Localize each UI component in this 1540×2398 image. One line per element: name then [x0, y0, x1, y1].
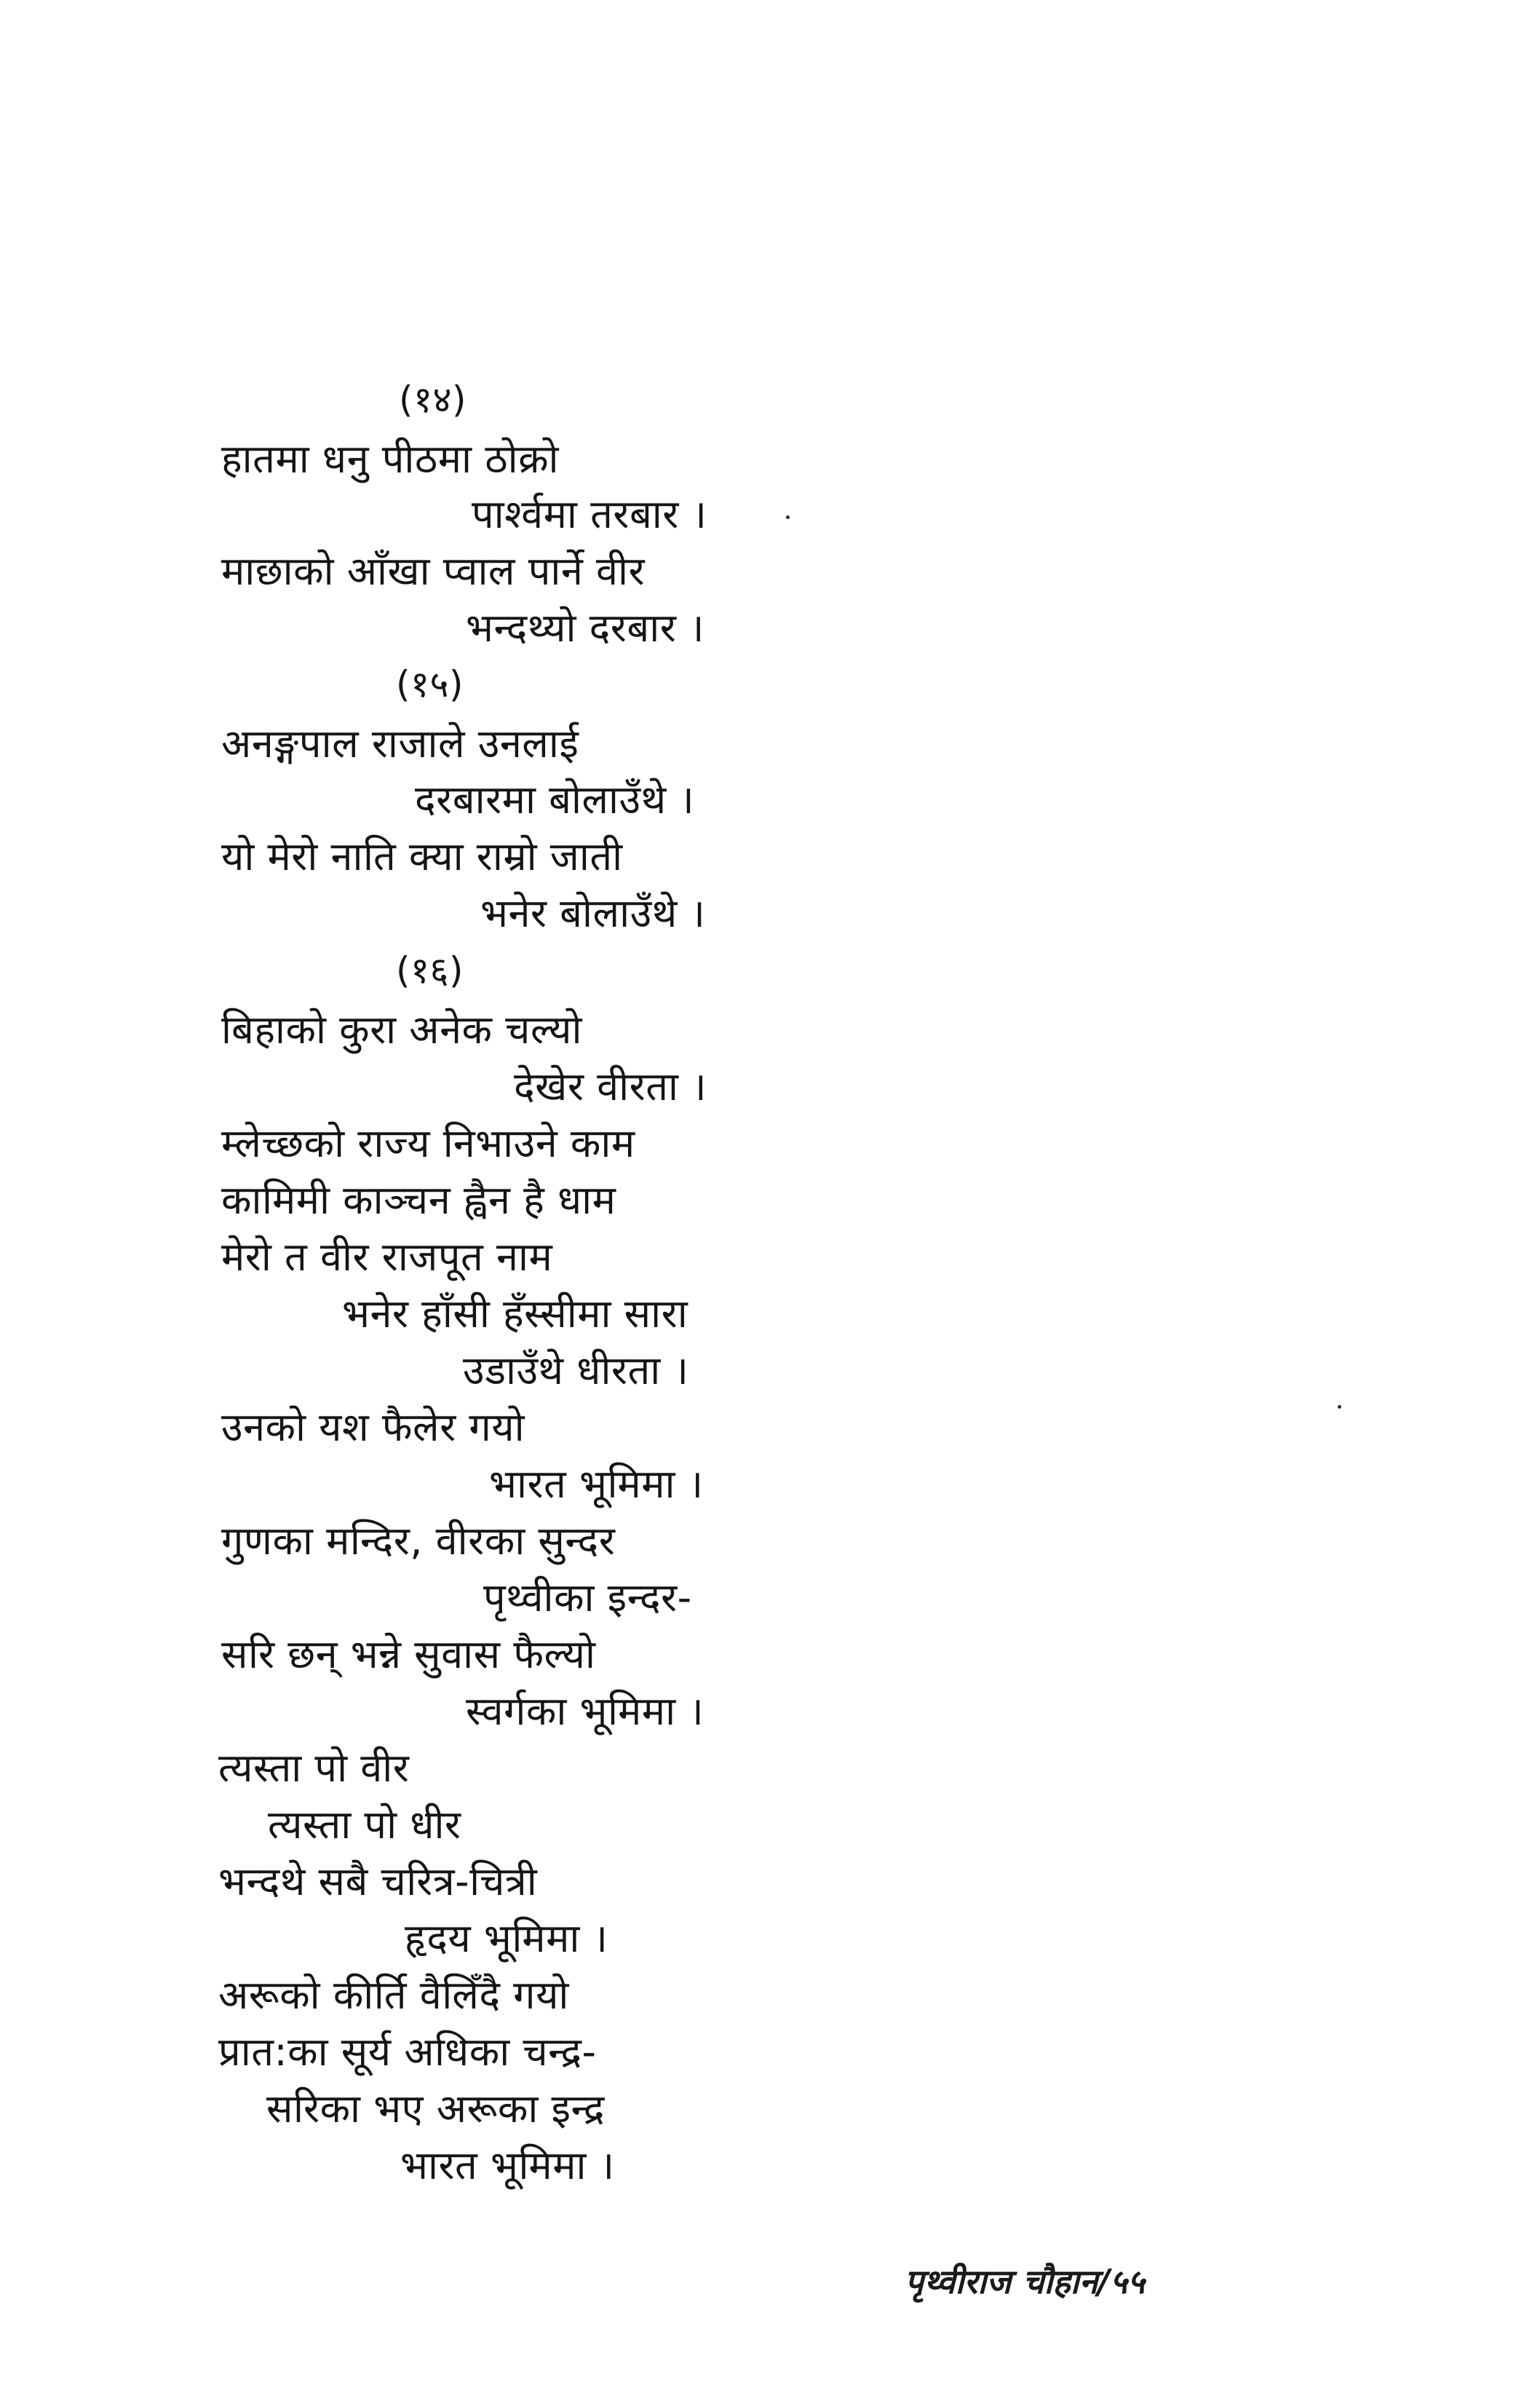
poem-line: भनेर बोलाउँथे । — [480, 890, 706, 936]
poem-line: दरबारमा बोलाउँथे । — [415, 777, 695, 823]
stanza-number: (१६) — [396, 949, 464, 992]
poem-line: यो मेरो नाति क्या राम्रो जाती — [221, 834, 623, 879]
poem-line: अनङ्गपाल राजाले उनलाई — [221, 721, 579, 767]
poem-line: गुणका मन्दिर, वीरका सुन्दर — [221, 1518, 616, 1564]
poem-line: हृदय भूमिमा । — [405, 1915, 608, 1961]
poem-line: उडाउँथे धीरता । — [463, 1348, 689, 1393]
poem-line: बिहाको कुरा अनेक चल्यो — [221, 1007, 582, 1053]
scan-speck — [1338, 1405, 1341, 1409]
poem-line: पार्श्वमा तरबार । — [472, 491, 707, 537]
poem-line: पृथ्वीका इन्दर- — [483, 1575, 692, 1621]
poem-line: त्यस्ता पो धीर — [268, 1802, 461, 1848]
stanza-number: (१५) — [396, 663, 464, 705]
poem-line: मेरो त वीर राजपूत नाम — [221, 1234, 553, 1280]
poem-line: सरि छन् भन्ने सुवास फैल्यो — [221, 1631, 596, 1677]
poem-line: स्वर्गका भूमिमा । — [466, 1688, 704, 1734]
poem-line: देखेर वीरता । — [514, 1064, 707, 1109]
poem-line: भारत भूमिमा । — [400, 2142, 615, 2188]
poem-line: माछाको आँखा प्वाल पार्ने वीर — [221, 548, 646, 594]
poem-line: सरिका भए अरूका इन्द्र — [266, 2086, 605, 2132]
poem-line: हातमा धनु पीठमा ठोक्रो — [221, 436, 560, 482]
poem-line: त्यस्ता पो वीर — [218, 1745, 410, 1791]
poem-line: भन्दथे सबै चरित्र-चित्री — [218, 1859, 538, 1904]
poem-line: म्लेच्छको राज्य निभाउने काम — [221, 1120, 635, 1166]
poem-line: भारत भूमिमा । — [489, 1461, 704, 1507]
scan-speck — [786, 515, 790, 519]
poem-line: भनेर हाँसी हँस्सीमा सारा — [342, 1291, 688, 1337]
stanza-number: (१४) — [399, 379, 467, 421]
poem-line: कामिमी काञ्चन ह्वैन है धाम — [221, 1177, 616, 1223]
poem-line: अरूको कीर्ति वैलिँदै गयो — [218, 1972, 569, 2018]
running-footer: पृथ्वीराज चौहान/५५ — [905, 2262, 1145, 2301]
poem-line: उनको यश फैलेर गयो — [221, 1404, 525, 1450]
poem-line: प्रात:का सूर्य अधिका चन्द्र- — [218, 2029, 597, 2075]
poem-line: भन्दथ्यो दरबार । — [466, 605, 704, 651]
